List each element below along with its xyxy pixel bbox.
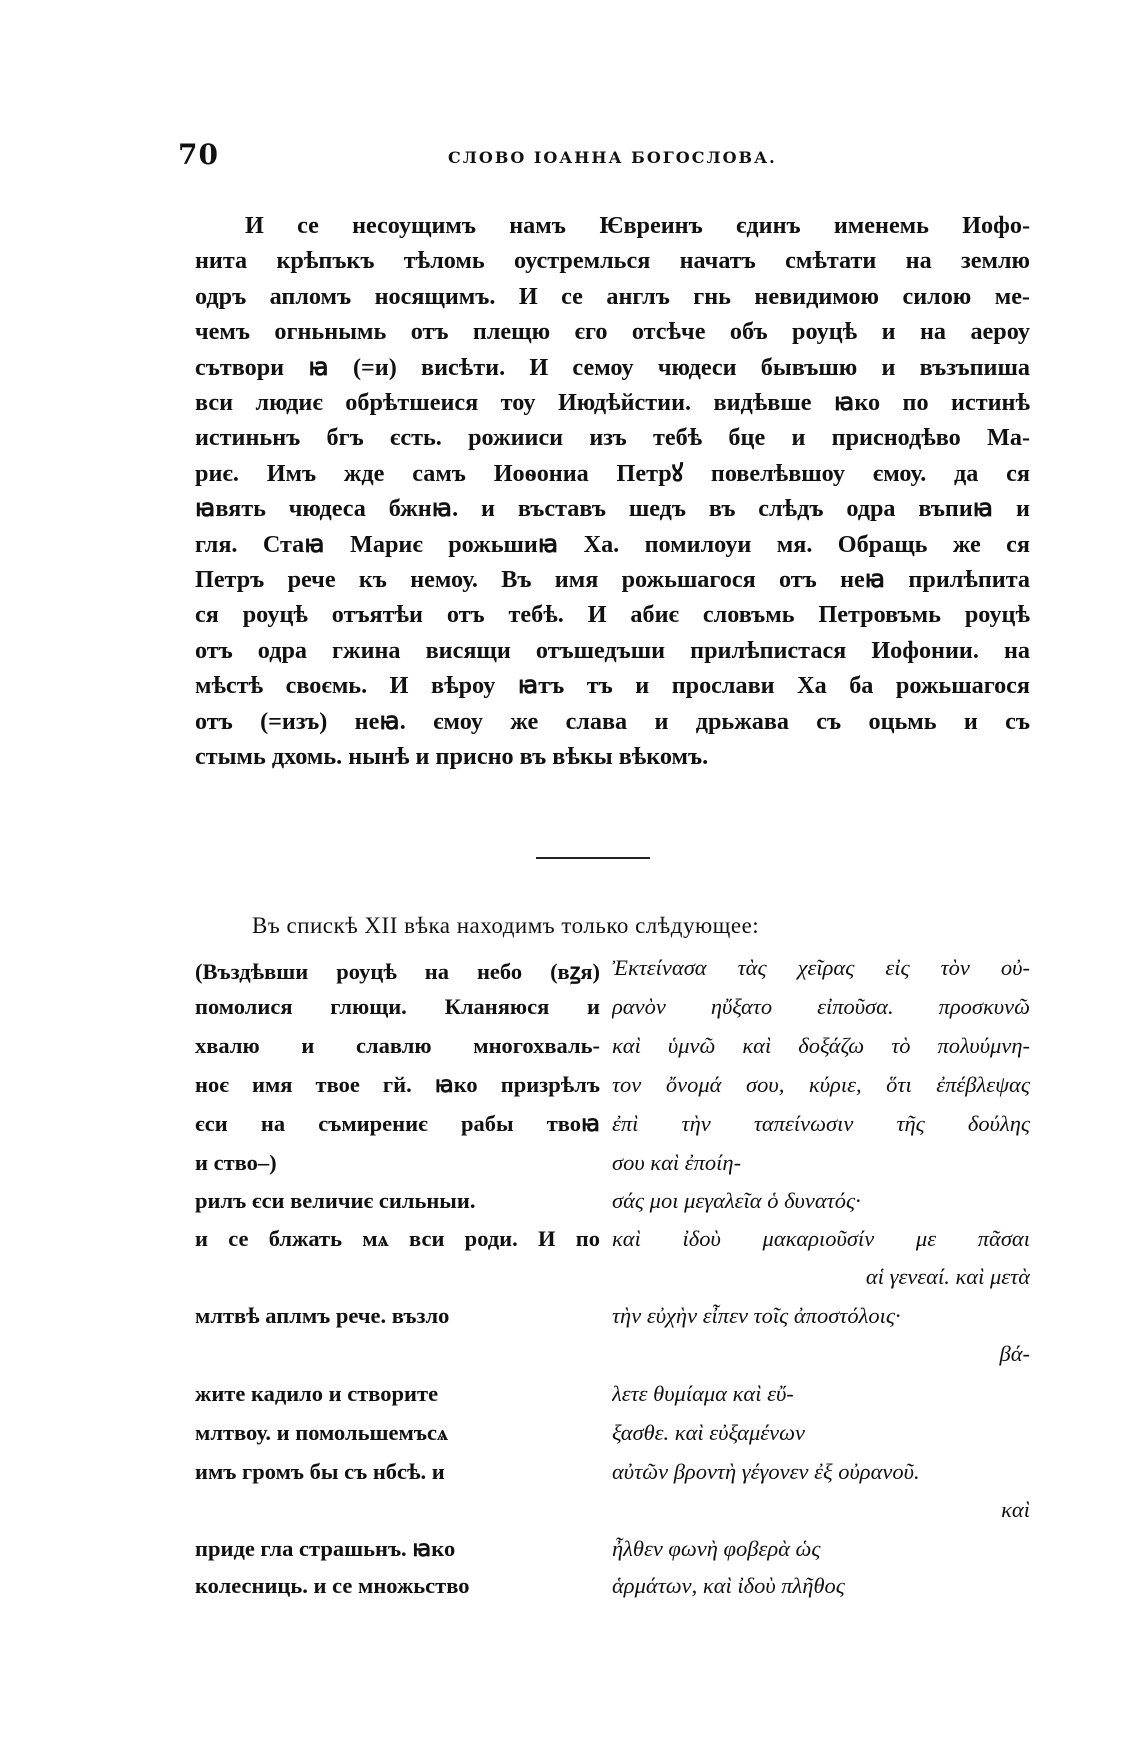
text-line: чемъ огньнымь отъ плещю єго отсѣче объ роуцѣ и на аероу xyxy=(195,318,1030,346)
text-line: гля. Стаꙗ Мариє рожьшиꙗ Ха. помилоуи мя. Обращь же ся xyxy=(195,530,1030,558)
slavonic-line: млтвѣ аплмъ рече. възло xyxy=(195,1303,450,1328)
greek-line: σάς μοι μεγαλεῖα ὁ δυνατός· xyxy=(612,1188,861,1213)
greek-line: καὶ xyxy=(1001,1497,1030,1522)
greek-line: ἐπὶ τὴν ταπείνωσιν τῆς δούλης xyxy=(612,1111,1030,1136)
text-line: стымь дхомь. нынѣ и присно въ вѣкы вѣкомъ. xyxy=(195,743,709,771)
page-number: 70 xyxy=(178,138,219,171)
page-header xyxy=(178,138,1023,174)
slavonic-line: млтвоу. и помольшемъсѧ xyxy=(195,1420,449,1445)
slavonic-line: жите кадило и створите xyxy=(195,1381,439,1406)
greek-line: αἱ γενεαί. καὶ μετὰ xyxy=(865,1264,1030,1289)
text-line: ся роуцѣ отъятѣи отъ тебѣ. И абиє словъмь Петровъмь роуцѣ xyxy=(195,601,1030,629)
text-line: риє. Имъ жде самъ Иоѳониа Петрꙋ повелѣвшоу ємоу. да ся xyxy=(195,459,1030,487)
slavonic-line: имъ громъ бы съ нбсѣ. и xyxy=(195,1459,445,1484)
greek-line: ἁρμάτων, καὶ ἰδοὺ πλῆθος xyxy=(612,1573,845,1598)
slavonic-line: помолися глющи. Кланяюся и xyxy=(195,994,600,1019)
greek-line: τὴν εὐχὴν εἶπεν τοῖς ἀποστόλοις· xyxy=(612,1303,901,1328)
greek-line: ρανὸν ηὔξατο εἰποῦσα. προσκυνῶ xyxy=(612,994,1030,1019)
slavonic-line: и се блжать мѧ вси роди. И по xyxy=(195,1226,600,1251)
text-line: И се несоущимъ намъ Ѥвреинъ єдинъ именемь Иофо- xyxy=(245,212,1030,239)
text-line: вси людиє обрѣтшеися тоу Июдѣйстии. видѣвше ꙗко по истинѣ xyxy=(195,389,1030,417)
section-divider xyxy=(536,857,650,859)
greek-line: ξασθε. καὶ εὐξαμένων xyxy=(612,1420,805,1445)
slavonic-line: приде гла страшьнъ. ꙗко xyxy=(195,1536,456,1561)
slavonic-line: хвалю и славлю многохваль- xyxy=(195,1033,600,1058)
greek-line: τον ὄνομά σου, κύριε, ὅτι ἐπέβλεψας xyxy=(612,1072,1030,1097)
text-line: нита крѣпъкъ тѣломь оустремлься начатъ смѣтати на землю xyxy=(195,247,1030,275)
slavonic-line: и ство–) xyxy=(195,1150,277,1175)
slavonic-line: колесниць. и се множьство xyxy=(195,1573,470,1598)
greek-line: λετε θυμίαμα καὶ εὔ- xyxy=(612,1381,794,1406)
text-line: отъ (=изъ) неꙗ. ємоу же слава и дрьжава съ оцьмь и съ xyxy=(195,707,1030,735)
text-line: мѣстѣ своємь. И вѣроу ꙗтъ тъ и прослави Ха ба рожьшагося xyxy=(195,672,1030,700)
greek-line: σου καὶ ἐποίη- xyxy=(612,1150,742,1175)
greek-column xyxy=(612,955,1030,1598)
main-paragraph xyxy=(195,208,1030,775)
text-line: одръ апломъ носящимъ. И се англъ гнь невидимою силою ме- xyxy=(195,282,1030,310)
text-line: сътвори ꙗ (=и) висѣти. И семоу чюдеси бывъшю и възъпиша xyxy=(195,353,1030,381)
slavonic-line: рилъ єси величиє сильныи. xyxy=(195,1188,476,1213)
running-title: СЛОВО ІОАННА БОГОСЛОВА. xyxy=(448,148,777,167)
text-line: истиньнъ бгъ єсть. рожииси изъ тебѣ бце и приснодѣво Ма- xyxy=(195,424,1030,452)
slavonic-line: ноє имя твое гй. ꙗко призрѣлъ xyxy=(195,1072,600,1097)
slavonic-line: єси на съмирениє рабы твоꙗ xyxy=(195,1111,600,1136)
text-line: Петръ рече къ немоу. Въ имя рожьшагося отъ неꙗ прилѣпита xyxy=(195,566,1030,594)
greek-line: Ἐκτείνασα τὰς χεῖρας εἰς τὸν οὐ- xyxy=(612,955,1030,980)
greek-line: καὶ ὑμνῶ καὶ δοξάζω τὸ πολυύμνη- xyxy=(612,1033,1030,1058)
section-intro: Въ спискѣ XII вѣка находимъ только слѣдующее: xyxy=(252,913,760,938)
slavonic-line: (Въздѣвши роуцѣ на небо (вꙁя) xyxy=(195,959,600,984)
greek-line: καὶ ἰδοὺ μακαριοῦσίν με πᾶσαι xyxy=(612,1226,1030,1251)
greek-line: βά- xyxy=(999,1341,1030,1366)
slavonic-column xyxy=(195,955,600,1598)
text-line: отъ одра гжина висящи отъшедъши прилѣпистася Иофонии. на xyxy=(195,636,1030,664)
text-line: ꙗвять чюдеса бжнꙗ. и въставъ шедъ въ слѣдъ одра въпиꙗ и xyxy=(195,495,1030,523)
greek-line: ἦλθεν φωνὴ φοβερὰ ὡς xyxy=(612,1536,821,1561)
greek-line: αὐτῶν βροντὴ γέγονεν ἐξ οὐρανοῦ. xyxy=(612,1459,920,1484)
